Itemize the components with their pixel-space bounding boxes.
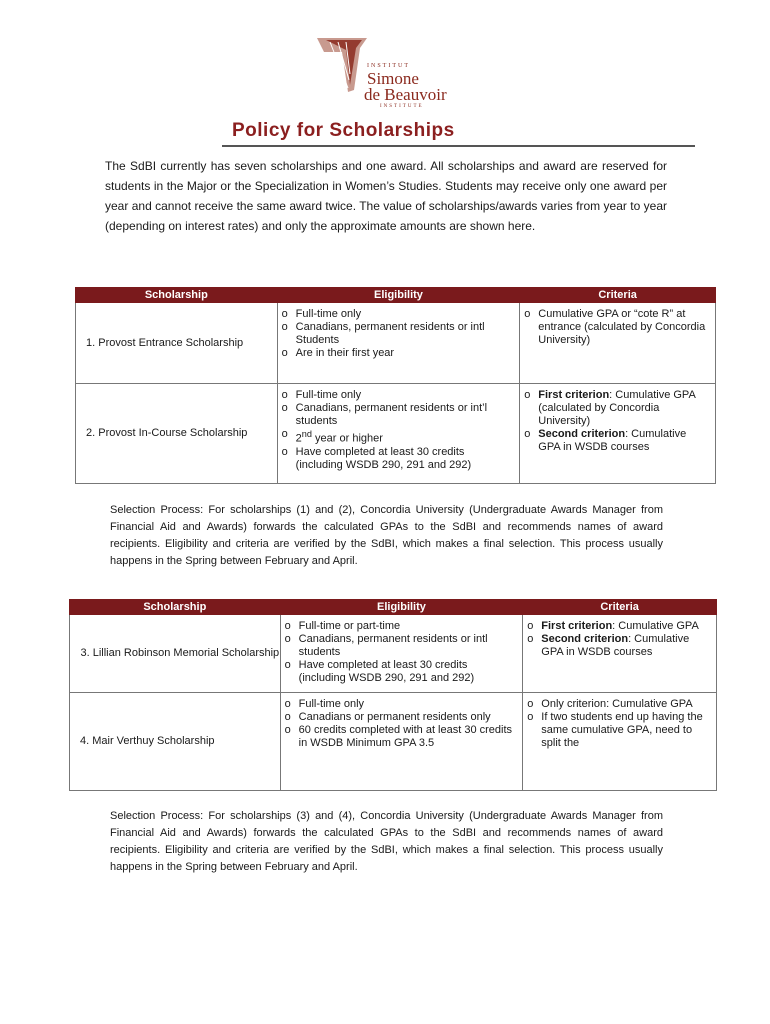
criteria-cell — [520, 303, 716, 384]
title-divider — [222, 145, 695, 147]
criterion-text: : Cumulative GPA in WSDB courses — [538, 428, 687, 453]
criterion-label: Second criterion — [538, 428, 626, 440]
list-item — [541, 633, 710, 659]
year-number: 2 — [295, 432, 302, 445]
header-criteria: Criteria — [523, 600, 717, 615]
criterion-label: Second criterion — [541, 633, 629, 645]
list-item — [296, 428, 514, 446]
list-item: o Full-time only — [299, 698, 517, 711]
scholarship-table-2 — [69, 599, 717, 791]
eligibility-cell — [280, 693, 523, 791]
list-item: o Only criterion: Cumulative GPA — [541, 698, 710, 711]
scholarship-name: 3. Lillian Robinson Memorial Scholarship — [70, 615, 281, 693]
institute-logo — [312, 30, 462, 110]
logo-line-2: Simone — [367, 69, 419, 88]
header-criteria: Criteria — [520, 288, 716, 303]
list-item: o Have completed at least 30 credits (including WSDB 290, 291 and 292) — [299, 659, 517, 685]
header-scholarship: Scholarship — [70, 600, 281, 615]
ordinal-suffix: nd — [301, 429, 312, 439]
scholarship-name: 1. Provost Entrance Scholarship — [76, 303, 278, 384]
criterion-label: First criterion — [538, 389, 610, 401]
scholarship-name: 4. Mair Verthuy Scholarship — [70, 693, 281, 791]
list-item: o Canadians, permanent residents or intl students — [299, 633, 517, 659]
selection-process-2: Selection Process: For scholarships (3) and (4), Concordia University (Undergraduate Awards Manager from Financial Aid and Awards) forwards the calculated GPAs to the SdBI and recommends names of award recipients. Eligibility and criteria are verified by the SdBI, which makes a final selection. This process usually happens in the Spring between February and April. — [110, 810, 663, 873]
list-item — [538, 428, 709, 454]
list-item: o Canadians or permanent residents only — [299, 711, 517, 724]
logo-emblem-icon — [312, 30, 372, 110]
intro-paragraph: The SdBI currently has seven scholarships and one award. All scholarships and award are reserved for students in the Major or the Specialization in Women’s Studies. Students may receive only one award per year and cannot receive the same award twice. The value of scholarships/awards varies from year to year (depending on interest rates) and only the approximate amounts are shown here. — [105, 159, 667, 233]
list-item — [538, 389, 709, 428]
table-row — [70, 693, 717, 791]
criterion-label: First criterion — [541, 620, 613, 632]
criterion-text: : Cumulative GPA — [612, 620, 699, 632]
list-item: o Canadians, permanent residents or intl Students — [296, 321, 514, 347]
eligibility-cell — [280, 615, 523, 693]
logo-line-3: de Beauvoir — [364, 85, 447, 104]
selection-process-1: Selection Process: For scholarships (1) and (2), Concordia University (Undergraduate Awards Manager from Financial Aid and Awards) forwards the calculated GPAs to the SdBI and recommends names of award recipients. Eligibility and criteria are verified by the SdBI, which makes a final selection. This process usually happens in the Spring between February and April. — [110, 504, 663, 567]
header-eligibility: Eligibility — [277, 288, 520, 303]
header-scholarship: Scholarship — [76, 288, 278, 303]
criterion-text: : Cumulative GPA (calculated by Concordia University) — [538, 389, 696, 427]
page-title: Policy for Scholarships — [232, 120, 455, 141]
list-item: o Full-time only — [296, 389, 514, 402]
header-eligibility: Eligibility — [280, 600, 523, 615]
eligibility-cell — [277, 303, 520, 384]
logo-line-4: INSTITUTE — [380, 104, 424, 109]
criteria-cell — [523, 615, 717, 693]
criteria-cell — [523, 693, 717, 791]
list-item: o Cumulative GPA or “cote R” at entrance (calculated by Concordia University) — [538, 308, 709, 347]
table-row — [76, 384, 716, 484]
scholarship-table-1 — [75, 287, 716, 484]
list-item: o If two students end up having the same cumulative GPA, need to split the — [541, 711, 710, 750]
scholarship-name: 2. Provost In-Course Scholarship — [76, 384, 278, 484]
list-item: o Have completed at least 30 credits (including WSDB 290, 291 and 292) — [296, 446, 514, 472]
year-text: year or higher — [315, 432, 383, 445]
eligibility-cell — [277, 384, 520, 484]
list-item: o Are in their first year — [296, 347, 514, 360]
table-header-row — [70, 600, 717, 615]
list-item: o Full-time only — [296, 308, 514, 321]
table-row — [76, 303, 716, 384]
table-header-row — [76, 288, 716, 303]
table-row — [70, 615, 717, 693]
logo-line-1: INSTITUT — [367, 63, 410, 69]
list-item: o Full-time or part-time — [299, 620, 517, 633]
criteria-cell — [520, 384, 716, 484]
list-item: o 60 credits completed with at least 30 credits in WSDB Minimum GPA 3.5 — [299, 724, 517, 750]
list-item: o Canadians, permanent residents or int’l students — [296, 402, 514, 428]
list-item — [541, 620, 710, 633]
criterion-text: : Cumulative GPA in WSDB courses — [541, 633, 690, 658]
